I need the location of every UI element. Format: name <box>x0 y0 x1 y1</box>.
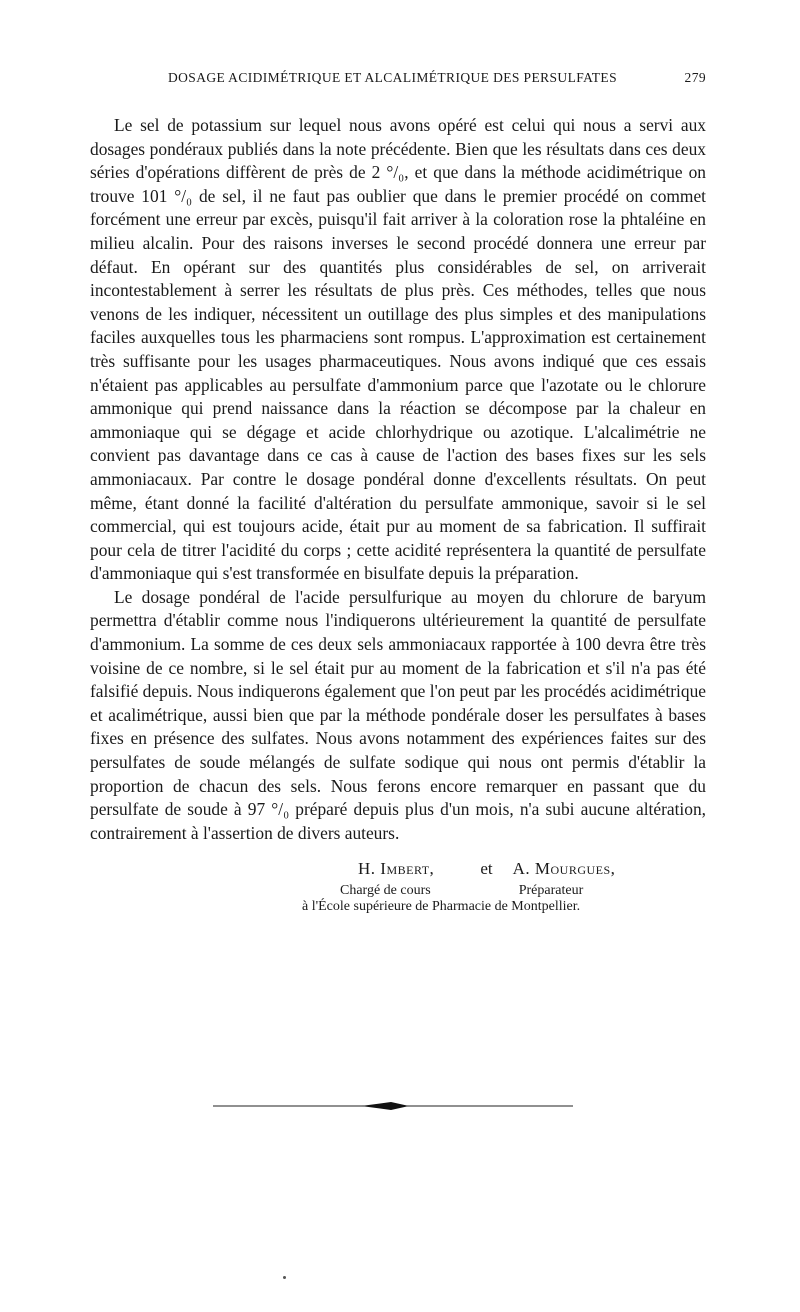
role-2: Préparateur <box>518 883 584 899</box>
author-1: H. Imbert, <box>358 859 435 879</box>
author-2: A. Mourgues, <box>512 859 616 879</box>
article-body <box>90 114 706 845</box>
page <box>90 70 706 921</box>
page-number: 279 <box>684 70 706 85</box>
paragraph-1: Le sel de potassium sur lequel nous avons opéré est celui qui nous a servi aux dosages pondéraux publiés dans la note précédente. Bien que les résultats dans ces deux séries d'opérations diffèrent de près de 2 °/₀, et que dans la méthode acidimétrique on trouve 101 °/₀ de sel, il ne faut pas oublier que dans le premier procédé on commet forcément une erreur par excès, puisqu'il fait arriver à la coloration rose la phtaléine en milieu alcalin. Pour des raisons inverses le second procédé donnera une erreur par défaut. En opérant sur des quantités plus considérables de sel, on arriverait incontestablement à serrer les résultats de plus près. Ces méthodes, telles que nous venons de les indiquer, nécessitent un outillage des plus simples et des manipulations faciles auxquelles tous les pharmaciens sont rompus. L'approximation est certainement très suffisante pour les usages pharmaceutiques. Nous avons indiqué que ces essais n'étaient pas applicables au persulfate d'ammonium parce que l'azotate ou le chlorure ammonique qui prend naissance dans la réaction se décompose par la chaleur en ammoniaque qui se dégage et acide chlorhydrique ou azotique. L'alcalimétrie ne convient pas davantage dans ce cas à cause de l'action des bases fixes sur les sels ammoniacaux. Par contre le dosage pondéral donne d'excellents résultats. On peut même, étant donné la facilité d'altération du persulfate ammonique, savoir si le sel commercial, qui est toujours acide, était pur au moment de sa fabrication. Il suffirait pour cela de titrer l'acidité du corps ; cette acidité représentera la quantité de persulfate d'ammoniaque qui s'est transformée en bisulfate depuis la préparation. <box>90 115 706 584</box>
running-title: DOSAGE ACIDIMÉTRIQUE ET ALCALIMÉTRIQUE DES PERSULFATES <box>168 70 617 85</box>
role-1: Chargé de cours <box>340 883 431 899</box>
author-names <box>358 859 615 879</box>
page-speck <box>283 1276 286 1279</box>
conjunction: et <box>480 859 493 879</box>
signature-block <box>90 859 706 921</box>
paragraph-2: Le dosage pondéral de l'acide persulfurique au moyen du chlorure de baryum permettra d'établir comme nous l'indiquerons ultérieurement la quantité de persulfate d'ammonium. La somme de ces deux sels ammoniacaux rapportée à 100 devra être très voisine de ce nombre, si le sel était pur au moment de la fabrication et s'il n'a pas été falsifié depuis. Nous indiquerons également que l'on peut par les procédés acidimétrique et acalimétrique, aussi bien que par la méthode pondérale doser les persulfates à bases fixes en présence des sulfates. Nous avons notamment des expériences faites sur des persulfates de soude mélangés de sulfate sodique qui nous ont permis d'établir la proportion de chacun des sels. Nous ferons encore remarquer en passant que du persulfate de soude à 97 °/₀ préparé depuis plus d'un mois, n'a subi aucune altération, contrairement à l'assertion de divers auteurs. <box>90 586 706 843</box>
running-head <box>90 70 706 94</box>
institution: à l'École supérieure de Pharmacie de Montpellier. <box>302 899 581 915</box>
author-roles <box>340 883 583 899</box>
end-ornament <box>213 1100 573 1112</box>
